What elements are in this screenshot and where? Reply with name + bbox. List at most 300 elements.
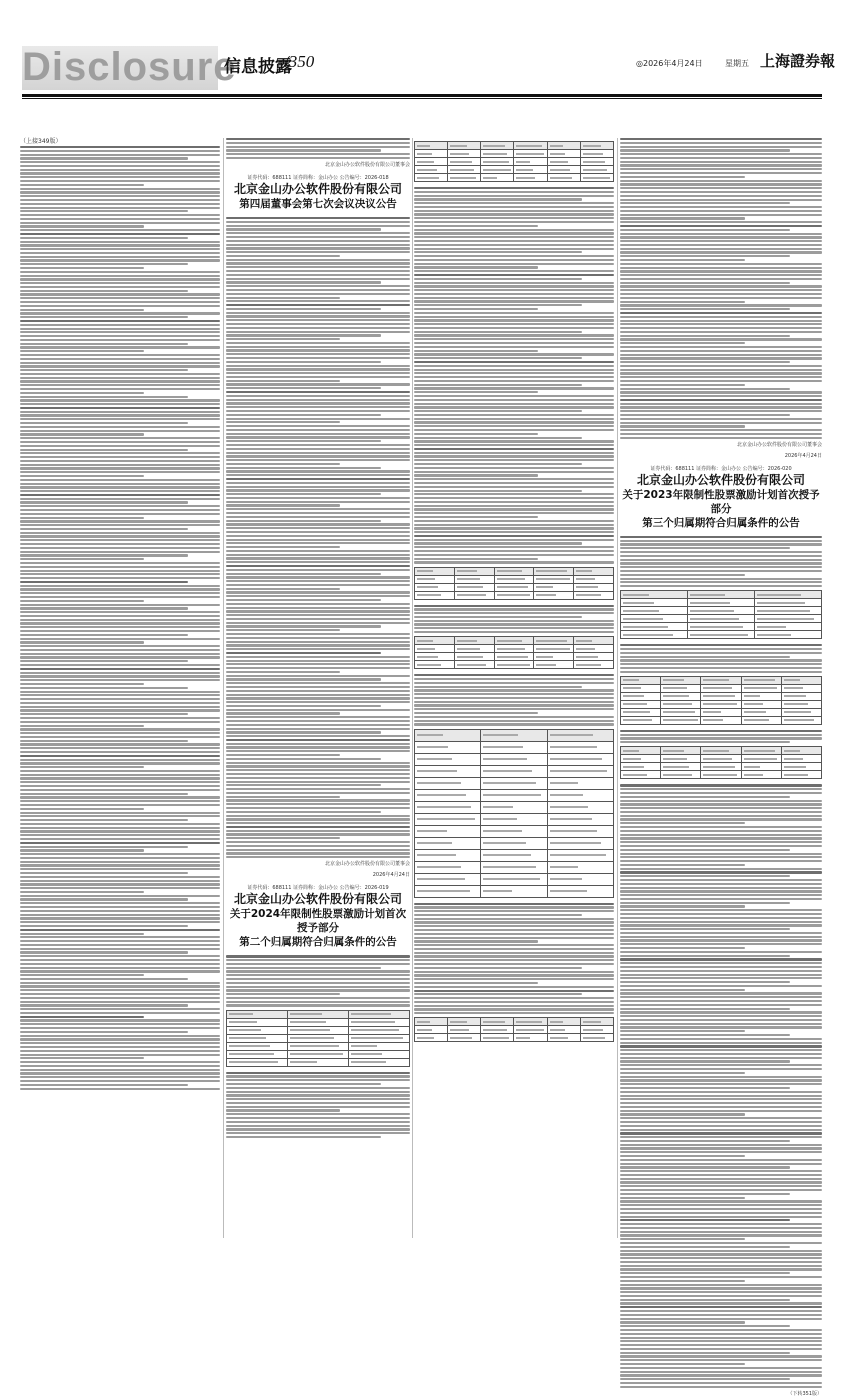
text-line [226, 675, 410, 677]
text-line [20, 887, 220, 889]
table-cell [781, 708, 821, 716]
text-line [620, 191, 822, 193]
text-line [226, 402, 410, 404]
text-line [226, 739, 410, 741]
text-line [20, 362, 220, 364]
table-cell [448, 150, 481, 158]
table-row [621, 692, 822, 700]
text-line [226, 557, 410, 559]
text-line [226, 380, 340, 382]
table-cell [755, 607, 822, 615]
text-line [226, 455, 410, 457]
table-row [415, 837, 614, 849]
text-line [620, 644, 822, 646]
text-line [20, 967, 220, 969]
table-cell [415, 583, 455, 591]
table-cell [454, 637, 494, 645]
body-text [414, 903, 614, 1015]
text-line [20, 543, 220, 545]
table-cell [349, 1010, 410, 1018]
text-line [226, 523, 410, 525]
text-line [20, 203, 220, 205]
text-line [226, 970, 410, 972]
text-line [620, 1087, 790, 1089]
table-cell [288, 1010, 349, 1018]
text-line [226, 576, 410, 578]
text-line [414, 620, 614, 622]
text-line [414, 387, 614, 389]
page-number: /350 [284, 52, 315, 71]
text-line [20, 199, 220, 201]
text-line [226, 357, 410, 359]
text-line [20, 861, 220, 863]
text-line [620, 671, 822, 673]
text-line [226, 667, 410, 669]
text-line [20, 736, 220, 738]
text-line [620, 574, 745, 576]
text-line [620, 543, 822, 545]
text-line [20, 955, 220, 957]
text-line [20, 645, 220, 647]
text-line [620, 429, 822, 431]
text-line [20, 1042, 220, 1044]
text-line [20, 354, 220, 356]
text-line [226, 644, 410, 646]
text-line [226, 720, 410, 722]
text-line [226, 712, 340, 714]
table-cell [415, 849, 481, 861]
text-line [20, 191, 220, 193]
text-line [414, 312, 614, 314]
text-line [620, 399, 822, 401]
table-row [621, 623, 822, 631]
text-line [20, 467, 220, 469]
table-row [415, 142, 614, 150]
table-cell [741, 700, 781, 708]
text-line [20, 460, 220, 462]
table-cell [349, 1050, 410, 1058]
text-line [620, 730, 822, 732]
text-line [226, 652, 381, 654]
text-line [226, 429, 410, 431]
text-line [620, 225, 822, 227]
text-line [20, 399, 220, 401]
table-row [415, 637, 614, 645]
text-line [620, 240, 822, 242]
text-line [20, 592, 220, 594]
text-line [414, 631, 614, 633]
body-text [620, 536, 822, 587]
text-line [414, 285, 614, 287]
text-line [414, 327, 614, 329]
table-cell [415, 873, 481, 885]
text-line [620, 1159, 822, 1161]
table-cell [481, 789, 547, 801]
text-line [620, 1011, 822, 1013]
table-cell [415, 825, 481, 837]
text-line [620, 1325, 790, 1327]
text-line [20, 1038, 220, 1040]
text-line [620, 1253, 822, 1255]
text-line [226, 959, 410, 961]
text-line [414, 448, 614, 450]
table-cell [574, 575, 614, 583]
text-line [226, 796, 340, 798]
table-cell [621, 763, 661, 771]
text-line [414, 266, 538, 268]
text-line [414, 682, 614, 684]
body-text [620, 138, 822, 439]
text-line [20, 785, 220, 787]
text-line [226, 232, 410, 234]
table-cell [415, 150, 448, 158]
text-line [20, 392, 144, 394]
table-cell [481, 753, 547, 765]
text-line [620, 989, 745, 991]
text-line [414, 316, 614, 318]
table-row [621, 763, 822, 771]
table-cell [547, 789, 613, 801]
text-line [620, 270, 822, 272]
text-line [414, 463, 582, 465]
text-line [226, 978, 410, 980]
table-row [227, 1042, 410, 1050]
text-line [20, 702, 220, 704]
text-line [226, 486, 410, 488]
text-line [620, 369, 822, 371]
table-cell [547, 729, 613, 741]
text-line [20, 842, 220, 844]
text-line [620, 1250, 822, 1252]
text-line [226, 308, 381, 310]
text-line [226, 830, 410, 832]
table-cell [534, 645, 574, 653]
text-line [20, 210, 188, 212]
table-cell [448, 166, 481, 174]
text-line [414, 612, 614, 614]
text-line [620, 1049, 822, 1051]
text-line [414, 550, 614, 552]
text-line [620, 1121, 822, 1123]
table-cell [661, 684, 701, 692]
table-cell [580, 142, 613, 150]
text-line [226, 497, 410, 499]
text-line [414, 297, 614, 299]
text-line [414, 986, 614, 988]
text-line [414, 959, 614, 961]
text-line [620, 259, 745, 261]
text-line [226, 542, 410, 544]
text-line [620, 274, 822, 276]
text-line [226, 982, 410, 984]
text-line [226, 255, 340, 257]
text-line [620, 581, 822, 583]
table-cell [574, 661, 614, 669]
text-line [226, 993, 340, 995]
text-line [414, 308, 538, 310]
table-cell [621, 700, 661, 708]
text-line [20, 649, 220, 651]
text-line [620, 202, 790, 204]
text-line [414, 319, 614, 321]
text-line [620, 199, 822, 201]
text-line [20, 263, 188, 265]
text-line [226, 297, 340, 299]
table-cell [514, 1018, 547, 1026]
table-cell [514, 150, 547, 158]
text-line [620, 327, 822, 329]
text-line [620, 187, 822, 189]
text-line [226, 217, 410, 219]
text-line [226, 425, 410, 427]
text-line [620, 229, 790, 231]
text-line [414, 914, 582, 916]
text-line [226, 414, 381, 416]
text-line [620, 176, 745, 178]
table-cell [661, 763, 701, 771]
text-line [414, 1008, 614, 1010]
table-cell [621, 591, 688, 599]
text-line [20, 188, 220, 190]
table-cell [547, 158, 580, 166]
table-row [415, 150, 614, 158]
text-line [620, 883, 822, 885]
text-line [620, 800, 822, 802]
text-line [620, 1310, 822, 1312]
text-line [226, 153, 410, 155]
text-line [226, 769, 410, 771]
table-row [415, 849, 614, 861]
text-line [20, 275, 220, 277]
text-line [620, 921, 822, 923]
table-cell [415, 645, 455, 653]
table-cell [494, 583, 534, 591]
text-line [620, 890, 822, 892]
text-line [414, 997, 614, 999]
column-2 [226, 138, 410, 1238]
text-line [414, 978, 614, 980]
table-cell [741, 708, 781, 716]
text-line [620, 1227, 822, 1229]
text-line [226, 391, 410, 393]
table-cell [701, 716, 741, 724]
text-line [620, 1181, 822, 1183]
text-line [620, 566, 822, 568]
text-line [226, 262, 410, 264]
table-cell [741, 684, 781, 692]
text-line [20, 1012, 220, 1014]
text-line [20, 777, 220, 779]
text-line [226, 989, 410, 991]
table-cell [547, 1034, 580, 1042]
text-line [20, 827, 220, 829]
text-line [620, 236, 822, 238]
text-line [226, 247, 410, 249]
text-line [20, 762, 220, 764]
table-cell [454, 591, 494, 599]
text-line [226, 656, 410, 658]
text-line [226, 274, 410, 276]
text-line [20, 195, 220, 197]
text-line [620, 570, 822, 572]
table-cell [741, 676, 781, 684]
table-cell [621, 755, 661, 763]
text-line [620, 951, 822, 953]
text-line [226, 686, 410, 688]
text-line [620, 350, 822, 352]
text-line [20, 978, 188, 980]
text-line [414, 206, 614, 208]
table-cell [580, 1026, 613, 1034]
text-line [226, 837, 340, 839]
text-line [20, 305, 220, 307]
text-line [620, 1091, 822, 1093]
text-line [414, 990, 614, 992]
table-cell [481, 813, 547, 825]
text-line [226, 637, 410, 639]
text-line [20, 471, 220, 473]
text-line [414, 535, 614, 537]
text-line [414, 331, 582, 333]
text-line [226, 452, 410, 454]
text-line [620, 822, 745, 824]
text-line [620, 1272, 790, 1274]
text-line [414, 918, 614, 920]
text-line [620, 168, 822, 170]
text-line [226, 221, 410, 223]
text-line [20, 660, 188, 662]
text-line [620, 887, 822, 889]
text-line [226, 762, 410, 764]
table-cell [494, 591, 534, 599]
text-line [226, 236, 410, 238]
text-line [226, 539, 410, 541]
table-cell [415, 789, 481, 801]
table-row [415, 741, 614, 753]
text-line [414, 444, 614, 446]
masthead [0, 0, 843, 110]
text-line [414, 474, 538, 476]
weekday: 星期五 [725, 59, 749, 68]
text-line [620, 263, 822, 265]
text-line [20, 755, 220, 757]
table-cell [580, 158, 613, 166]
table-cell [781, 676, 821, 684]
text-line [414, 213, 614, 215]
text-line [20, 346, 220, 348]
text-line [20, 740, 188, 742]
text-line [20, 547, 220, 549]
text-line [226, 1087, 410, 1089]
text-line [20, 812, 220, 814]
column-divider [412, 138, 413, 1238]
text-line [620, 1216, 822, 1218]
text-line [20, 324, 220, 326]
text-line [414, 210, 614, 212]
text-line [226, 285, 410, 287]
text-line [20, 607, 188, 609]
text-line [620, 153, 822, 155]
table-cell [661, 747, 701, 755]
text-line [20, 876, 220, 878]
text-line [226, 368, 410, 370]
text-line [620, 1223, 822, 1225]
body-text [414, 674, 614, 725]
table-cell [448, 142, 481, 150]
table-row [415, 801, 614, 813]
text-line [414, 221, 614, 223]
text-line [226, 1132, 410, 1134]
table-cell [415, 174, 448, 182]
text-line [414, 225, 538, 227]
table-cell [415, 637, 455, 645]
text-line [226, 259, 410, 261]
table-cell [580, 1034, 613, 1042]
text-line [226, 788, 410, 790]
text-line [414, 708, 614, 710]
text-line [414, 531, 614, 533]
text-line [620, 338, 822, 340]
text-line [414, 418, 614, 420]
text-line [414, 350, 538, 352]
table-cell [621, 599, 688, 607]
text-line [620, 555, 822, 557]
text-line [620, 304, 822, 306]
text-line [226, 1001, 410, 1003]
text-line [20, 456, 220, 458]
text-line [226, 512, 410, 514]
text-line [226, 833, 410, 835]
text-line [414, 1005, 614, 1007]
table-cell [288, 1050, 349, 1058]
text-line [620, 251, 822, 253]
text-line [226, 146, 410, 148]
text-line [620, 1042, 822, 1044]
text-line [20, 656, 220, 658]
text-line [620, 1302, 822, 1304]
text-line [620, 734, 822, 736]
text-line [20, 267, 144, 269]
text-line [414, 248, 614, 250]
table-cell [415, 166, 448, 174]
text-line [620, 924, 822, 926]
text-line [20, 430, 220, 432]
text-line [414, 524, 614, 526]
text-line [620, 308, 790, 310]
text-line [226, 784, 381, 786]
column-3 [414, 138, 614, 1238]
text-line [226, 489, 410, 491]
text-line [414, 403, 614, 405]
company-name: 北京金山办公软件股份有限公司 [233, 892, 402, 907]
table-cell [514, 166, 547, 174]
text-line [226, 338, 340, 340]
text-line [20, 418, 220, 420]
table-row [415, 661, 614, 669]
text-line [620, 1348, 822, 1350]
text-line [226, 660, 410, 662]
text-line [20, 176, 220, 178]
text-line [20, 974, 144, 976]
text-line [20, 380, 220, 382]
text-line [20, 830, 220, 832]
text-line [20, 570, 220, 572]
text-line [20, 169, 220, 171]
column-4 [620, 138, 822, 1397]
table-row [621, 631, 822, 639]
text-line [414, 414, 614, 416]
table-row [415, 575, 614, 583]
